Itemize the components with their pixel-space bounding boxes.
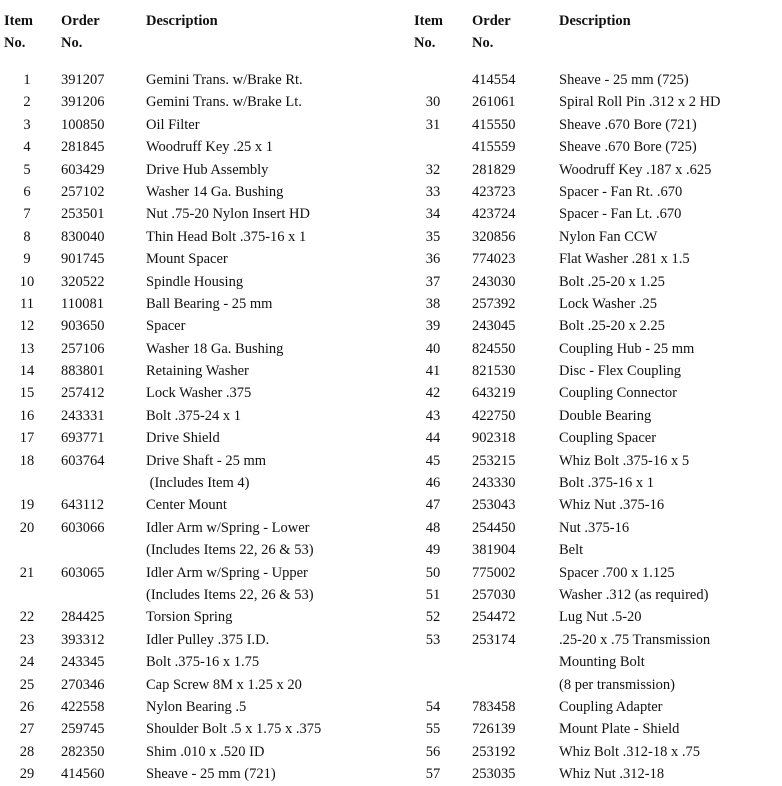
item-number: 19 — [19, 497, 35, 514]
order-number: 259745 — [61, 721, 105, 738]
part-description: Spacer .700 x 1.125 — [559, 564, 675, 581]
part-description: Flat Washer .281 x 1.5 — [559, 251, 690, 268]
order-number: 901745 — [61, 251, 105, 268]
header-item-line2: No. — [4, 35, 26, 51]
order-number: 391207 — [61, 72, 105, 88]
item-number: 36 — [425, 251, 441, 268]
header-item-no — [4, 10, 33, 54]
header-item-line2-right: No. — [414, 35, 436, 51]
header-order-line2: No. — [61, 35, 83, 51]
item-number: 55 — [425, 721, 441, 738]
item-number: 38 — [425, 295, 441, 312]
part-description: Thin Head Bolt .375-16 x 1 — [146, 228, 307, 245]
order-number: 821530 — [472, 363, 516, 380]
item-number: 25 — [19, 676, 35, 693]
order-number: 253501 — [61, 206, 105, 223]
item-number: 35 — [425, 228, 441, 245]
order-number: 100850 — [61, 116, 105, 133]
part-description: Spiral Roll Pin .312 x 2 HD — [559, 94, 721, 111]
item-number: 29 — [19, 766, 35, 783]
item-number: 33 — [425, 183, 441, 200]
item-number: 4 — [23, 139, 31, 156]
order-number: 253174 — [472, 631, 516, 648]
part-description: (Includes Items 22, 26 & 53) — [146, 542, 314, 559]
part-description: Gemini Trans. w/Brake Rt. — [146, 72, 303, 88]
order-number: 775002 — [472, 564, 516, 581]
item-number: 54 — [425, 698, 441, 715]
part-description: Coupling Adapter — [559, 698, 663, 715]
item-number: 3 — [23, 116, 31, 133]
order-number: 643219 — [472, 385, 516, 402]
order-number: 281829 — [472, 161, 516, 178]
order-number: 257102 — [61, 183, 105, 200]
header-order-line1-right: Order — [472, 13, 511, 29]
item-number: 2 — [23, 94, 31, 111]
order-number: 253035 — [472, 766, 516, 783]
order-number: 603764 — [61, 452, 105, 469]
item-number: 47 — [425, 497, 441, 514]
order-number: 423723 — [472, 183, 516, 200]
order-number: 261061 — [472, 94, 516, 111]
order-number: 243330 — [472, 475, 516, 492]
header-item-line1-right: Item — [414, 13, 443, 29]
item-number: 27 — [19, 721, 35, 738]
part-description: Idler Pulley .375 I.D. — [146, 631, 270, 648]
header-order-line1: Order — [61, 13, 100, 29]
item-number: 7 — [23, 206, 31, 223]
part-description: Coupling Hub - 25 mm — [559, 340, 695, 357]
part-description: Sheave .670 Bore (725) — [559, 139, 697, 156]
item-number: 12 — [19, 318, 35, 335]
order-number: 254450 — [472, 519, 516, 536]
order-number: 830040 — [61, 228, 105, 245]
part-description: Mount Plate - Shield — [559, 721, 680, 738]
item-number: 56 — [425, 743, 441, 760]
part-description: Washer 18 Ga. Bushing — [146, 340, 284, 357]
part-description: Bolt .375-16 x 1 — [559, 475, 655, 492]
item-number: 21 — [19, 564, 35, 581]
item-number: 39 — [425, 318, 441, 335]
order-number: 903650 — [61, 318, 105, 335]
part-description: Sheave .670 Bore (721) — [559, 116, 697, 133]
item-number: 46 — [425, 475, 441, 492]
part-description: Coupling Connector — [559, 385, 678, 402]
order-number: 603429 — [61, 161, 105, 178]
item-number: 22 — [19, 609, 35, 626]
part-description: Ball Bearing - 25 mm — [146, 295, 273, 312]
header-description-text-right: Description — [559, 13, 631, 29]
part-description: Shoulder Bolt .5 x 1.75 x .375 — [146, 721, 322, 738]
part-description: Cap Screw 8M x 1.25 x 20 — [146, 676, 302, 693]
part-description: Sheave - 25 mm (725) — [559, 72, 689, 88]
order-number: 243331 — [61, 407, 105, 424]
part-description: Bolt .25-20 x 2.25 — [559, 318, 665, 335]
part-description: Lock Washer .25 — [559, 295, 658, 312]
item-number: 16 — [19, 407, 35, 424]
part-description: Nut .375-16 — [559, 519, 630, 536]
part-description: Washer .312 (as required) — [559, 586, 709, 603]
item-number: 23 — [19, 631, 35, 648]
order-number: 381904 — [472, 542, 516, 559]
item-number: 31 — [425, 116, 441, 133]
part-description: Double Bearing — [559, 407, 652, 424]
part-description: Oil Filter — [146, 116, 200, 133]
part-description: Lock Washer .375 — [146, 385, 252, 402]
part-description: Center Mount — [146, 497, 227, 514]
part-description: Spacer - Fan Rt. .670 — [559, 183, 683, 200]
item-number: 14 — [19, 363, 35, 380]
order-number: 243045 — [472, 318, 516, 335]
part-description: Retaining Washer — [146, 363, 249, 380]
order-number: 253192 — [472, 743, 516, 760]
order-number: 281845 — [61, 139, 105, 156]
part-description: Spindle Housing — [146, 273, 244, 290]
order-number: 320522 — [61, 273, 105, 290]
order-number: 110081 — [61, 295, 104, 312]
item-number: 1 — [23, 72, 31, 88]
item-number: 6 — [23, 183, 31, 200]
order-number: 415559 — [472, 139, 516, 156]
order-number: 254472 — [472, 609, 516, 626]
part-description: Woodruff Key .187 x .625 — [559, 161, 712, 178]
part-description: Bolt .375-16 x 1.75 — [146, 654, 260, 671]
order-number: 257412 — [61, 385, 105, 402]
part-description: Gemini Trans. w/Brake Lt. — [146, 94, 302, 111]
item-number: 26 — [19, 698, 35, 715]
item-number: 43 — [425, 407, 441, 424]
item-number: 34 — [425, 206, 441, 223]
part-description: Disc - Flex Coupling — [559, 363, 682, 380]
order-number: 320856 — [472, 228, 516, 245]
order-number: 282350 — [61, 743, 105, 760]
part-description: Whiz Bolt .312-18 x .75 — [559, 743, 700, 760]
item-number: 17 — [19, 430, 35, 447]
part-description: Nylon Bearing .5 — [146, 698, 247, 715]
part-description: Whiz Nut .375-16 — [559, 497, 665, 514]
part-description: Belt — [559, 542, 584, 559]
item-number: 18 — [19, 452, 35, 469]
order-number: 603065 — [61, 564, 105, 581]
part-description: Torsion Spring — [146, 609, 233, 626]
item-number: 20 — [19, 519, 35, 536]
header-item-line1: Item — [4, 13, 33, 29]
item-number: 48 — [425, 519, 441, 536]
part-description: .25-20 x .75 Transmission — [559, 631, 711, 648]
part-description: Lug Nut .5-20 — [559, 609, 642, 626]
item-number: 41 — [425, 363, 441, 380]
part-description: (Includes Items 22, 26 & 53) — [146, 586, 314, 603]
part-description: (8 per transmission) — [559, 676, 675, 693]
part-description: Mount Spacer — [146, 251, 228, 268]
part-description: Drive Shield — [146, 430, 220, 447]
order-number: 270346 — [61, 676, 105, 693]
order-number: 783458 — [472, 698, 516, 715]
item-number: 37 — [425, 273, 441, 290]
item-number: 44 — [425, 430, 441, 447]
order-number: 603066 — [61, 519, 105, 536]
order-number: 693771 — [61, 430, 105, 447]
header-item-no-right — [414, 10, 443, 54]
item-number: 42 — [425, 385, 441, 402]
item-number: 24 — [19, 654, 35, 671]
order-number: 423724 — [472, 206, 516, 223]
order-number: 284425 — [61, 609, 105, 626]
order-number: 643112 — [61, 497, 104, 514]
part-description: Idler Arm w/Spring - Lower — [146, 519, 310, 536]
order-number: 883801 — [61, 363, 105, 380]
part-description: Sheave - 25 mm (721) — [146, 766, 276, 783]
part-description: Shim .010 x .520 ID — [146, 743, 265, 760]
item-number: 8 — [23, 228, 31, 245]
part-description: Whiz Nut .312-18 — [559, 766, 665, 783]
order-number: 391206 — [61, 94, 105, 111]
item-number: 10 — [19, 273, 35, 290]
header-order-line2-right: No. — [472, 35, 494, 51]
part-description: Spacer — [146, 318, 186, 335]
order-number: 415550 — [472, 116, 516, 133]
order-number: 243345 — [61, 654, 105, 671]
item-number: 28 — [19, 743, 35, 760]
item-number: 11 — [20, 295, 34, 312]
part-description: Nylon Fan CCW — [559, 228, 658, 245]
order-number: 253043 — [472, 497, 516, 514]
part-description: Washer 14 Ga. Bushing — [146, 183, 284, 200]
part-description: Mounting Bolt — [559, 654, 645, 671]
order-number: 414554 — [472, 72, 516, 88]
item-number: 51 — [425, 586, 441, 603]
part-description: Woodruff Key .25 x 1 — [146, 139, 274, 156]
part-description: Idler Arm w/Spring - Upper — [146, 564, 308, 581]
order-number: 422558 — [61, 698, 105, 715]
part-description: Nut .75-20 Nylon Insert HD — [146, 206, 310, 223]
order-number: 774023 — [472, 251, 516, 268]
item-number: 50 — [425, 564, 441, 581]
item-number: 57 — [425, 766, 441, 783]
item-number: 52 — [425, 609, 441, 626]
item-number: 32 — [425, 161, 441, 178]
part-description: (Includes Item 4) — [146, 475, 250, 492]
order-number: 393312 — [61, 631, 105, 648]
item-number: 40 — [425, 340, 441, 357]
part-description: Coupling Spacer — [559, 430, 657, 447]
order-number: 253215 — [472, 452, 516, 469]
order-number: 243030 — [472, 273, 516, 290]
order-number: 257392 — [472, 295, 516, 312]
order-number: 902318 — [472, 430, 516, 447]
header-order-no — [61, 10, 100, 54]
item-number: 5 — [23, 161, 31, 178]
item-number: 53 — [425, 631, 441, 648]
part-description: Bolt .375-24 x 1 — [146, 407, 242, 424]
order-number: 257106 — [61, 340, 105, 357]
header-description-text: Description — [146, 13, 218, 29]
item-number: 15 — [19, 385, 35, 402]
header-order-no-right — [472, 10, 511, 54]
header-description — [146, 10, 218, 32]
part-description: Drive Hub Assembly — [146, 161, 269, 178]
item-number: 45 — [425, 452, 441, 469]
order-number: 257030 — [472, 586, 516, 603]
part-description: Spacer - Fan Lt. .670 — [559, 206, 682, 223]
item-number: 13 — [19, 340, 35, 357]
order-number: 422750 — [472, 407, 516, 424]
item-number: 9 — [23, 251, 31, 268]
order-number: 414560 — [61, 766, 105, 783]
part-description: Drive Shaft - 25 mm — [146, 452, 267, 469]
part-description: Whiz Bolt .375-16 x 5 — [559, 452, 690, 469]
order-number: 824550 — [472, 340, 516, 357]
part-description: Bolt .25-20 x 1.25 — [559, 273, 665, 290]
order-number: 726139 — [472, 721, 516, 738]
header-description-right — [559, 10, 631, 32]
item-number: 30 — [425, 94, 441, 111]
item-number: 49 — [425, 542, 441, 559]
